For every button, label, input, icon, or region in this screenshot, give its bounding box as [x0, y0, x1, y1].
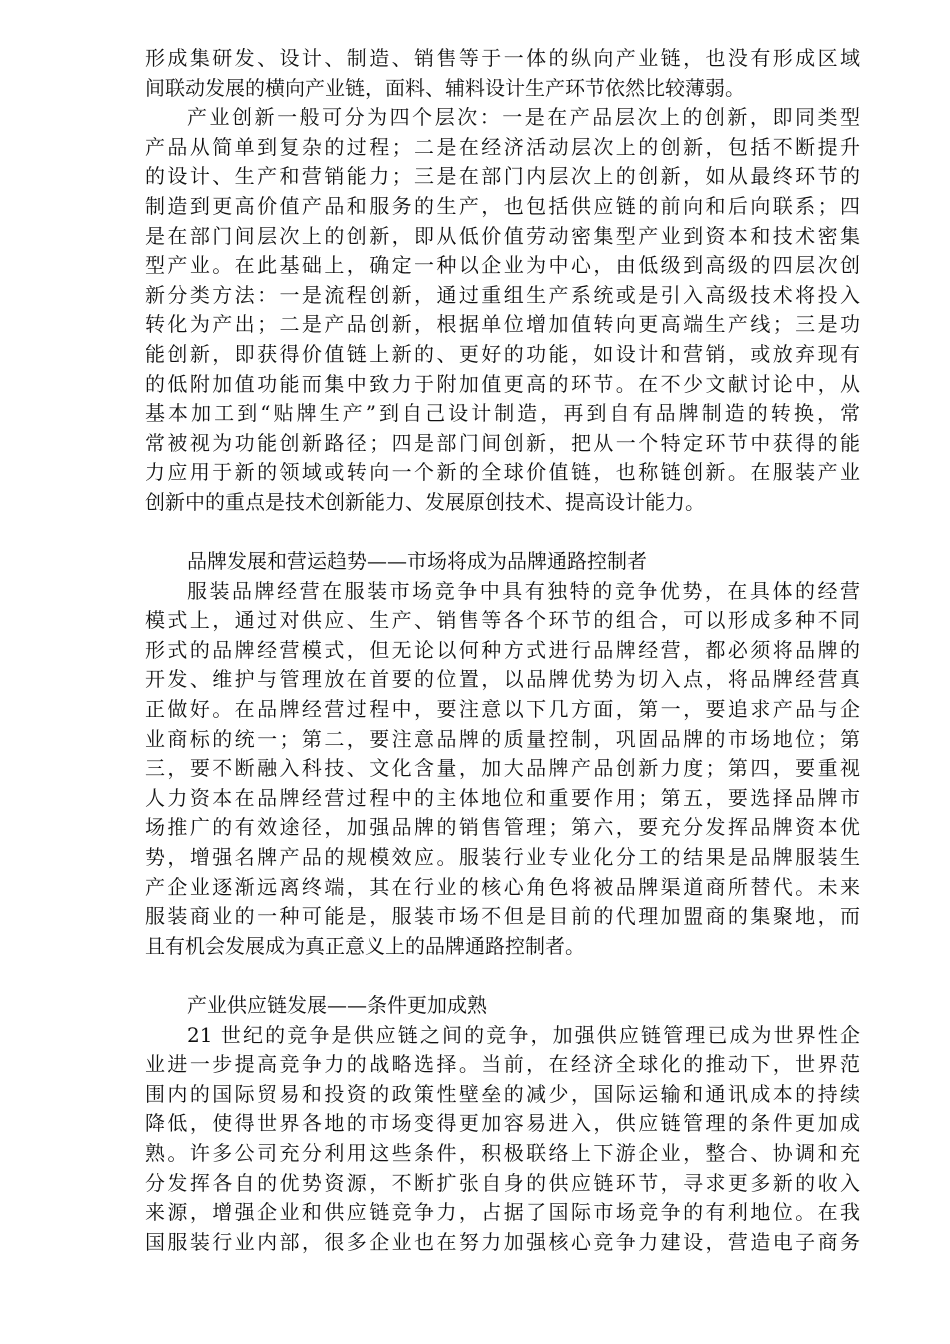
text-line: 新分类方法：一是流程创新，通过重组生产系统或是引入高级技术将投入 — [145, 282, 860, 307]
text-line: 间联动发展的横向产业链，面料、辅料设计生产环节依然比较薄弱。 — [145, 75, 745, 100]
document-page — [145, 44, 860, 1257]
text-line: 正做好。在品牌经营过程中，要注意以下几方面，第一，要追求产品与企 — [145, 697, 860, 722]
section-heading: 产业供应链发展——条件更加成熟 — [187, 993, 487, 1017]
text-line: 创新中的重点是技术创新能力、发展原创技术、提高设计能力。 — [145, 489, 705, 514]
paragraph-gap — [145, 961, 860, 991]
text-line: 场推广的有效途径，加强品牌的销售管理；第六，要充分发挥品牌资本优 — [145, 815, 860, 840]
text-line: 来源，增强企业和供应链竞争力，占据了国际市场竞争的有利地位。在我 — [145, 1200, 860, 1225]
text-line: 常被视为功能创新路径；四是部门间创新，把从一个特定环节中获得的能 — [145, 430, 860, 455]
paragraph — [145, 1021, 860, 1258]
text-line: 制造到更高价值产品和服务的生产，也包括供应链的前向和后向联系；四 — [145, 193, 860, 218]
text-line: 21 世纪的竞争是供应链之间的竞争，加强供应链管理已成为世界性企 — [187, 1022, 860, 1047]
text-line: 势，增强名牌产品的规模效应。服装行业专业化分工的结果是品牌服装生 — [145, 845, 860, 870]
text-line: 业商标的统一；第二，要注意品牌的质量控制，巩固品牌的市场地位；第 — [145, 726, 860, 751]
text-line: 产企业逐渐远离终端，其在行业的核心角色将被品牌渠道商所替代。未来 — [145, 874, 860, 899]
text-line: 模式上，通过对供应、生产、销售等各个环节的组合，可以形成多种不同 — [145, 608, 860, 633]
text-line: 形成集研发、设计、制造、销售等于一体的纵向产业链，也没有形成区域 — [145, 46, 860, 70]
text-line: 产品从简单到复杂的过程；二是在经济活动层次上的创新，包括不断提升 — [145, 134, 860, 159]
text-line: 三，要不断融入科技、文化含量，加大品牌产品创新力度；第四，要重视 — [145, 756, 860, 781]
text-line: 的设计、生产和营销能力；三是在部门内层次上的创新，如从最终环节的 — [145, 164, 860, 189]
text-line: 且有机会发展成为真正意义上的品牌通路控制者。 — [145, 933, 585, 958]
text-line: 转化为产出；二是产品创新，根据单位增加值转向更高端生产线；三是功 — [145, 312, 860, 337]
text-line: 力应用于新的领域或转向一个新的全球价值链，也称链创新。在服装产业 — [145, 460, 860, 485]
paragraph-gap — [145, 518, 860, 548]
paragraph — [145, 577, 860, 962]
text-line: 服装品牌经营在服装市场竞争中具有独特的竞争优势，在具体的经营 — [187, 578, 860, 603]
section-heading: 品牌发展和营运趋势——市场将成为品牌通路控制者 — [187, 549, 647, 574]
text-line: 形式的品牌经营模式，但无论以何种方式进行品牌经营，都必须将品牌的 — [145, 637, 860, 662]
paragraph — [145, 44, 860, 103]
text-line: 分发挥各自的优势资源，不断扩张自身的供应链环节，寻求更多新的收入 — [145, 1170, 860, 1195]
text-line: 降低，使得世界各地的市场变得更加容易进入，供应链管理的条件更加成 — [145, 1111, 860, 1136]
text-line: 开发、维护与管理放在首要的位置，以品牌优势为切入点，将品牌经营真 — [145, 667, 860, 692]
text-line: 是在部门间层次上的创新，即从低价值劳动密集型产业到资本和技术密集 — [145, 223, 860, 248]
text-line: 产业创新一般可分为四个层次：一是在产品层次上的创新，即同类型 — [187, 105, 860, 130]
paragraph — [145, 103, 860, 517]
text-line: 服装商业的一种可能是，服装市场不但是目前的代理加盟商的集聚地，而 — [145, 904, 860, 929]
text-line: 熟。许多公司充分利用这些条件，积极联络上下游企业，整合、协调和充 — [145, 1140, 860, 1165]
text-line: 围内的国际贸易和投资的政策性壁垒的减少，国际运输和通讯成本的持续 — [145, 1081, 860, 1106]
text-line: 业进一步提高竞争力的战略选择。当前，在经济全球化的推动下，世界范 — [145, 1052, 860, 1077]
text-line: 型产业。在此基础上，确定一种以企业为中心，由低级到高级的四层次创 — [145, 253, 860, 278]
text-line: 基本加工到“贴牌生产”到自己设计制造，再到自有品牌制造的转换，常 — [145, 401, 860, 426]
text-line: 人力资本在品牌经营过程中的主体地位和重要作用；第五，要选择品牌市 — [145, 785, 860, 810]
text-line: 能创新，即获得价值链上新的、更好的功能，如设计和营销，或放弃现有 — [145, 341, 860, 366]
text-line: 国服装行业内部，很多企业也在努力加强核心竞争力建设，营造电子商务 — [145, 1229, 860, 1254]
text-line: 的低附加值功能而集中致力于附加值更高的环节。在不少文献讨论中，从 — [145, 371, 860, 396]
